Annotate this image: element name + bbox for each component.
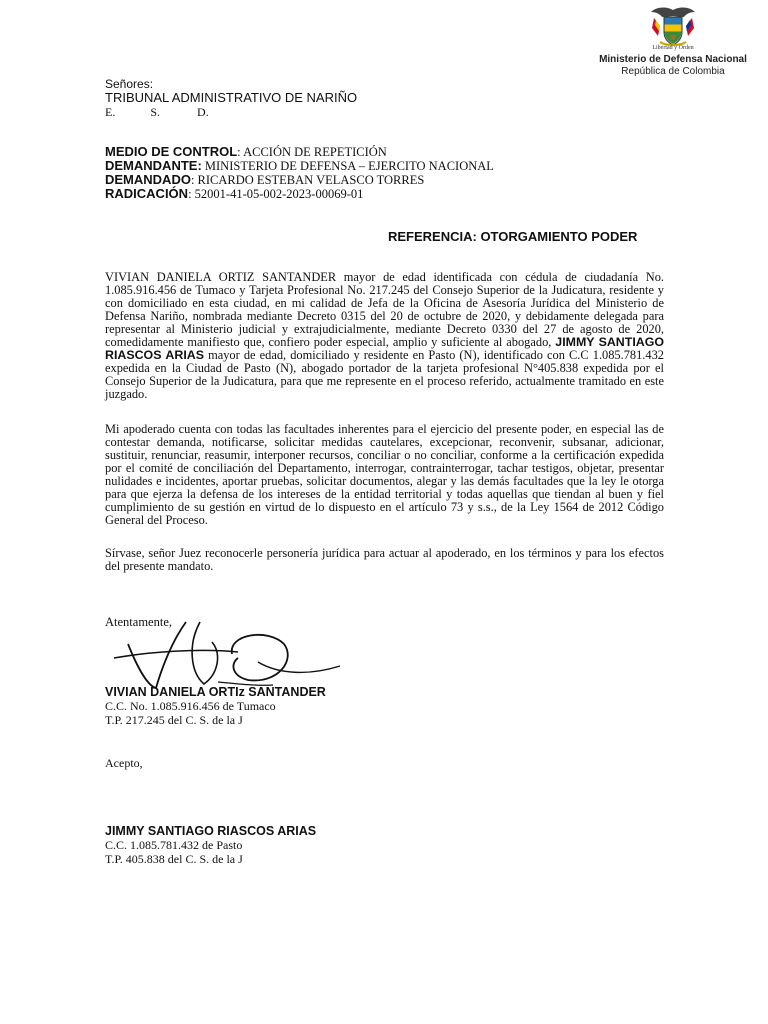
- attorney-tp: T.P. 405.838 del C. S. de la J: [105, 852, 243, 866]
- paragraph-powers: Mi apoderado cuenta con todas las facultades inherentes para el ejercicio del presente poder, en especial las de contestar demanda, notificarse, solicitar medidas cautelares, excepcionar, reconvenir, subsanar, adicionar, sustituir, renunciar, reasumir, interponer recursos, conciliar o no conciliar, conforme a la certificación expedida por el comité de conciliación del Departamento, interrogar, contrainterrogar, tachar testigos, objetar, presentar nulidades e incidentes, aportar pruebas, solicitar documentos, alegar y las demás facultades que la ley le otorga para que ejerza la defensa de los intereses de la entidad territorial y todas aquellas que tiendan al buen y fiel cumplimiento de su gestión en virtud de lo dispuesto en el artículo 73 y s.s., de la Ley 1564 de 2012 Código General del Proceso.: [105, 422, 664, 527]
- esd-e: E.: [105, 105, 116, 119]
- closing-text: Atentamente,: [105, 615, 172, 629]
- plaintiff-label: DEMANDANTE:: [105, 158, 202, 173]
- grantor-id: C.C. No. 1.085.916.456 de Tumaco: [105, 699, 276, 713]
- control-line: [105, 145, 387, 159]
- coat-of-arms-icon: [648, 4, 698, 48]
- defendant-value: : RICARDO ESTEBAN VELASCO TORRES: [190, 173, 425, 187]
- plaintiff-line: [105, 159, 494, 173]
- court-name: TRIBUNAL ADMINISTRATIVO DE NARIÑO: [105, 90, 358, 105]
- paragraph-grant-start: VIVIAN DANIELA ORTIZ SANTANDER mayor de edad identificada con cédula de ciudadanía No. 1.085.916.456 de Tumaco y Tarjeta Profesional No. 217.245 del Consejo Superior de la Judicatura, residente y con domiciliado en esta ciudad, en mi calidad de Jefa de la Oficina de Asesoría Jurídica del Ministerio de Defensa Nariño, nombrada mediante Decreto 0315 del 20 de octubre de 2020, y debidamente delegada para representar al Ministerio judicial y extrajudicialmente, mediante Decreto 0330 del 27 de agosto de 2020, comedidamente manifiesto que, confiero poder especial, amplio y suficiente al abogado,: [105, 270, 664, 349]
- control-value: : ACCIÓN DE REPETICIÓN: [237, 145, 387, 159]
- paragraph-request: Sírvase, señor Juez reconocerle personería jurídica para actuar al apoderado, en los términos y para los efectos del presente mandato.: [105, 546, 664, 573]
- esd-d: D.: [197, 105, 209, 119]
- accept-text: Acepto,: [105, 756, 143, 770]
- defendant-label: DEMANDADO: [105, 172, 191, 187]
- country-name: República de Colombia: [621, 66, 725, 77]
- ministry-name: Ministerio de Defensa Nacional: [599, 54, 747, 65]
- plaintiff-value: MINISTERIO DE DEFENSA – EJERCITO NACIONAL: [201, 159, 494, 173]
- esd-s: S.: [150, 105, 161, 119]
- grantor-name: VIVIAN DANIELA ORTIz SANTANDER: [105, 685, 326, 699]
- control-label: MEDIO DE CONTROL: [105, 144, 238, 159]
- motto-text: Libertad y Orden: [652, 45, 694, 51]
- attorney-id: C.C. 1.085.781.432 de Pasto: [105, 838, 243, 852]
- filing-value: : 52001-41-05-002-2023-00069-01: [188, 187, 364, 201]
- attorney-name-inline: JIMMY SANTIAGO RIASCOS ARIAS: [105, 334, 664, 362]
- filing-label: RADICACIÓN: [105, 186, 189, 201]
- paragraph-grant-end: mayor de edad, domiciliado y residente en Pasto (N), identificado con C.C 1.085.781.432 expedida en la Ciudad de Pasto (N), abogado portador de la tarjeta profesional N°405.838 expedida por el Consejo Superior de la Judicatura, para que me represente en el proceso referido, actualmente tramitado en este juzgado.: [105, 347, 664, 401]
- filing-line: [105, 187, 363, 201]
- esd-line: [105, 106, 209, 119]
- handwritten-signature: [108, 614, 358, 694]
- paragraph-grant: [105, 271, 664, 401]
- reference-title: REFERENCIA: OTORGAMIENTO PODER: [388, 229, 638, 244]
- grantor-tp: T.P. 217.245 del C. S. de la J: [105, 713, 243, 727]
- salutation: Señores:: [105, 77, 154, 91]
- defendant-line: [105, 173, 424, 187]
- attorney-name: JIMMY SANTIAGO RIASCOS ARIAS: [105, 824, 317, 838]
